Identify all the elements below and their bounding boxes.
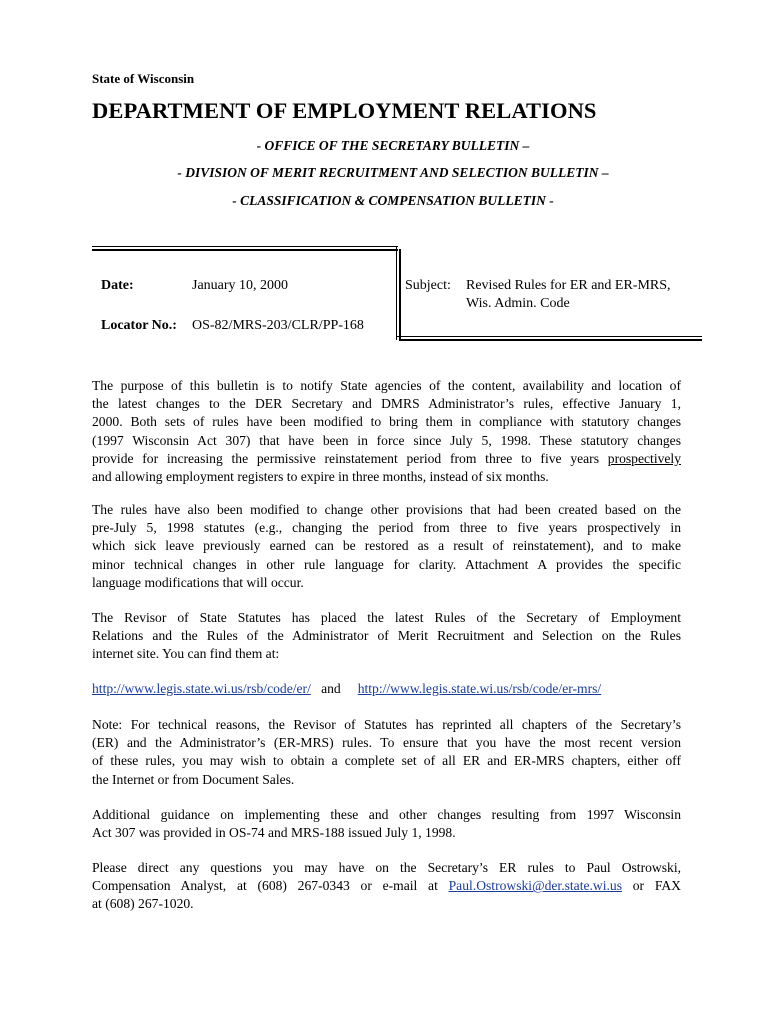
- text-line: the Internet or from Document Sales.: [92, 771, 295, 787]
- text-line: (1997 Wisconsin Act 307) that have been in force since July 5, 1998. These statutory changes: [92, 432, 681, 448]
- text-line: at (608) 267-1020.: [92, 896, 194, 912]
- text-line: The rules have also been modified to change other provisions that had been created based on the: [92, 502, 681, 517]
- er-rules-link[interactable]: http://www.legis.state.wi.us/rsb/code/er/: [92, 681, 311, 696]
- department-title: DEPARTMENT OF EMPLOYMENT RELATIONS: [92, 98, 597, 123]
- locator-label: Locator No.:: [101, 318, 177, 333]
- email-link[interactable]: Paul.Ostrowski@der.state.wi.us: [448, 878, 622, 894]
- date-label: Date:: [101, 278, 134, 293]
- text-line: Note: For technical reasons, the Revisor of Statutes has reprinted all chapters of the Secretary’s: [92, 717, 681, 732]
- text-line: 2000. Both sets of rules have been modified to bring them in compliance with statutory changes: [92, 414, 681, 430]
- text-fragment: Compensation Analyst, at (608) 267-0343 or e-mail at: [92, 878, 438, 894]
- date-value: January 10, 2000: [192, 278, 289, 293]
- text-line: language modifications that will occur.: [92, 574, 304, 590]
- text-line: and allowing employment registers to expire in three months, instead of six months.: [92, 469, 549, 485]
- bulletin-line-classification: - CLASSIFICATION & COMPENSATION BULLETIN -: [232, 193, 554, 208]
- subject-line-2: Wis. Admin. Code: [466, 296, 570, 311]
- text-line: the latest changes to the DER Secretary and DMRS Administrator’s rules, effective January 1,: [92, 396, 681, 412]
- state-name: State of Wisconsin: [92, 71, 195, 86]
- text-line: The Revisor of State Statutes has placed the latest Rules of the Secretary of Employment: [92, 610, 681, 625]
- paragraph-revisor: [92, 609, 681, 664]
- middle-divider: [396, 246, 397, 340]
- subject-line-1: Revised Rules for ER and ER-MRS,: [466, 278, 671, 293]
- text-line: which sick leave previously earned can be restored as a result of reinstatement), and to make: [92, 538, 681, 554]
- text-line: pre-July 5, 1998 statutes (e.g., changing the period from three to five years prospectively in: [92, 520, 681, 536]
- text-line: Relations and the Rules of the Administrator of Merit Recruitment and Selection on the Rules: [92, 628, 681, 644]
- bottom-rule-shadow: [399, 339, 702, 341]
- paragraph-purpose: [92, 377, 681, 486]
- text-line: Act 307 was provided in OS-74 and MRS-188 issued July 1, 1998.: [92, 825, 456, 841]
- text-line: of these rules, you may wish to obtain a complete set of all ER and ER-MRS chapters, either off: [92, 753, 681, 769]
- paragraph-modifications: [92, 501, 681, 592]
- text-fragment: provide for increasing the permissive reinstatement period from three to five years: [92, 450, 599, 466]
- text-line: [92, 450, 681, 468]
- paragraph-contact: [92, 859, 681, 914]
- bulletin-line-dmrs: - DIVISION OF MERIT RECRUITMENT AND SELECTION BULLETIN –: [177, 165, 609, 180]
- text-line: minor technical changes in other rule language for clarity. Attachment A provides the specific: [92, 556, 681, 572]
- bottom-rule: [396, 336, 702, 337]
- underlined-word: prospectively: [607, 450, 681, 466]
- middle-divider-shadow: [399, 249, 401, 340]
- bulletin-line-secretary: - OFFICE OF THE SECRETARY BULLETIN –: [256, 138, 530, 153]
- links-separator: and: [321, 681, 341, 696]
- subject-label: Subject:: [405, 278, 451, 293]
- top-rule: [92, 246, 398, 247]
- er-mrs-rules-link[interactable]: http://www.legis.state.wi.us/rsb/code/er-mrs/: [357, 681, 602, 696]
- paragraph-note: [92, 716, 681, 789]
- paragraph-guidance: [92, 806, 681, 842]
- text-line: Additional guidance on implementing these and other changes resulting from 1997 Wisconsin: [92, 807, 681, 822]
- text-line: (ER) and the Administrator’s (ER-MRS) rules. To ensure that you have the most recent version: [92, 735, 681, 751]
- text-line: [92, 877, 681, 895]
- text-line: The purpose of this bulletin is to notify State agencies of the content, availability and location of: [92, 378, 681, 393]
- locator-value: OS-82/MRS-203/CLR/PP-168: [192, 318, 364, 333]
- text-line: Please direct any questions you may have on the Secretary’s ER rules to Paul Ostrowski,: [92, 860, 681, 875]
- text-fragment: or FAX: [632, 878, 681, 894]
- top-rule-shadow: [92, 249, 398, 251]
- text-line: internet site. You can find them at:: [92, 646, 280, 662]
- rules-links: [92, 681, 601, 697]
